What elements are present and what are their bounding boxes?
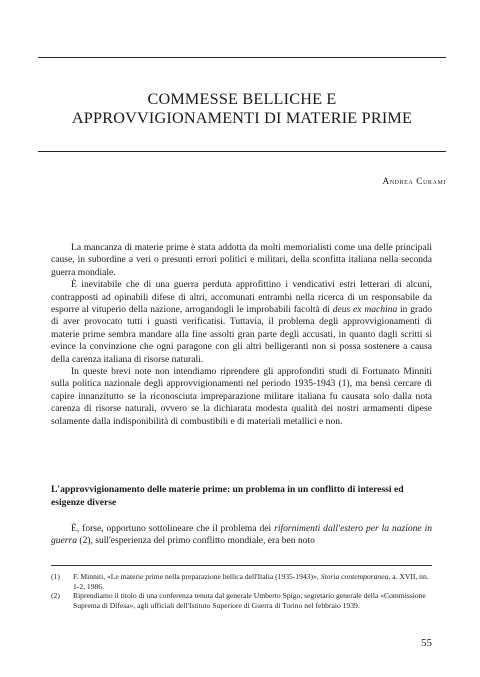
- italic-phrase: deus ex machina: [332, 304, 398, 316]
- paragraph-1: La mancanza di materie prime è stata addotta da molti memorialisti come una delle principali cause, in subordine a veri o presunti errori politici e militari, della sconfitta italiana nella seconda guerra mondiale.: [51, 242, 432, 278]
- page-number: 55: [421, 637, 432, 649]
- top-rule: [38, 57, 446, 58]
- italic-phrase: rifornimenti dall'estero per la nazione in guerra: [51, 523, 432, 547]
- paragraph-3: In queste brevi note non intendiamo riprendere gli approfonditi studi di Fortunato Minniti sulla politica nazionale degli approvvigionamenti nel periodo 1935-1943 (1), ma bensì cercare di capire innanzitutto se la riconosciuta impreparazione militare italiana fu causata solo dalla nota carenza di risorse naturali, ovvero se la dichiarata modesta qualità dei nostri armamenti dipese solamente dalla indisponibilità di combustibili e di materiali metallici e non.: [51, 366, 432, 427]
- section-paragraph-1: È, forse, opportuno sottolineare che il problema dei rifornimenti dall'estero per la nazione in guerra (2), sull'esperienza del primo conflitto mondiale, era ben noto: [51, 523, 432, 547]
- footnotes: [51, 572, 432, 610]
- footnote-number: (1): [51, 572, 60, 581]
- title-line-2: APPROVVIGIONAMENTI DI MATERIE PRIME: [71, 109, 413, 127]
- author-name: Andrea Curami: [382, 176, 446, 186]
- paragraph-2: È inevitabile che di una guerra perduta approfittino i vendicativi estri letterari di alcuni, contrapposti ad opinabili difese di altri, accomunati entrambi nella ricerca di un responsabile da esporre al vituperio della nazione, arrogandogli le improbabili facoltà di deus ex machina in grado di aver provocato tutti i guasti verificatisi. Tuttavia, il problema degli approvvigionamenti di materie prime sembra mandare alla fine assolti gran parte degli accusati, in quanto dagli scritti si evince la convinzione che ogni paragone con gli altri belligeranti non si possa sostenere a causa della carenza italiana di risorse naturali.: [51, 279, 432, 365]
- footnote-1: [51, 572, 432, 591]
- title-bottom-rule: [38, 151, 446, 152]
- section-text: [51, 523, 432, 548]
- intro-text: [51, 242, 432, 428]
- section-heading: L'approvvigionamento delle materie prime: un problema in un conflitto di interessi ed esigenze diverse: [51, 484, 404, 508]
- footnote-text: F. Minniti, «Le materie prime nella preparazione bellica dell'Italia (1935-1943)», Storia contemporanea, a. XVII, nn. 1-2, 1986.: [73, 572, 429, 591]
- article-title: [38, 90, 446, 128]
- footnote-text: Riprendiamo il titolo di una conferenza tenuta dal generale Umberto Spigo, segretario generale della «Commissione Suprema di Difesa», agli ufficiali dell'Istituto Superiore di Guerra di Torino nel febbraio 1939.: [73, 591, 426, 610]
- footnote-2: [51, 591, 432, 610]
- footnote-separator: [51, 565, 432, 566]
- footnote-number: (2): [51, 591, 60, 601]
- title-line-1: COMMESSE BELLICHE E: [147, 90, 337, 108]
